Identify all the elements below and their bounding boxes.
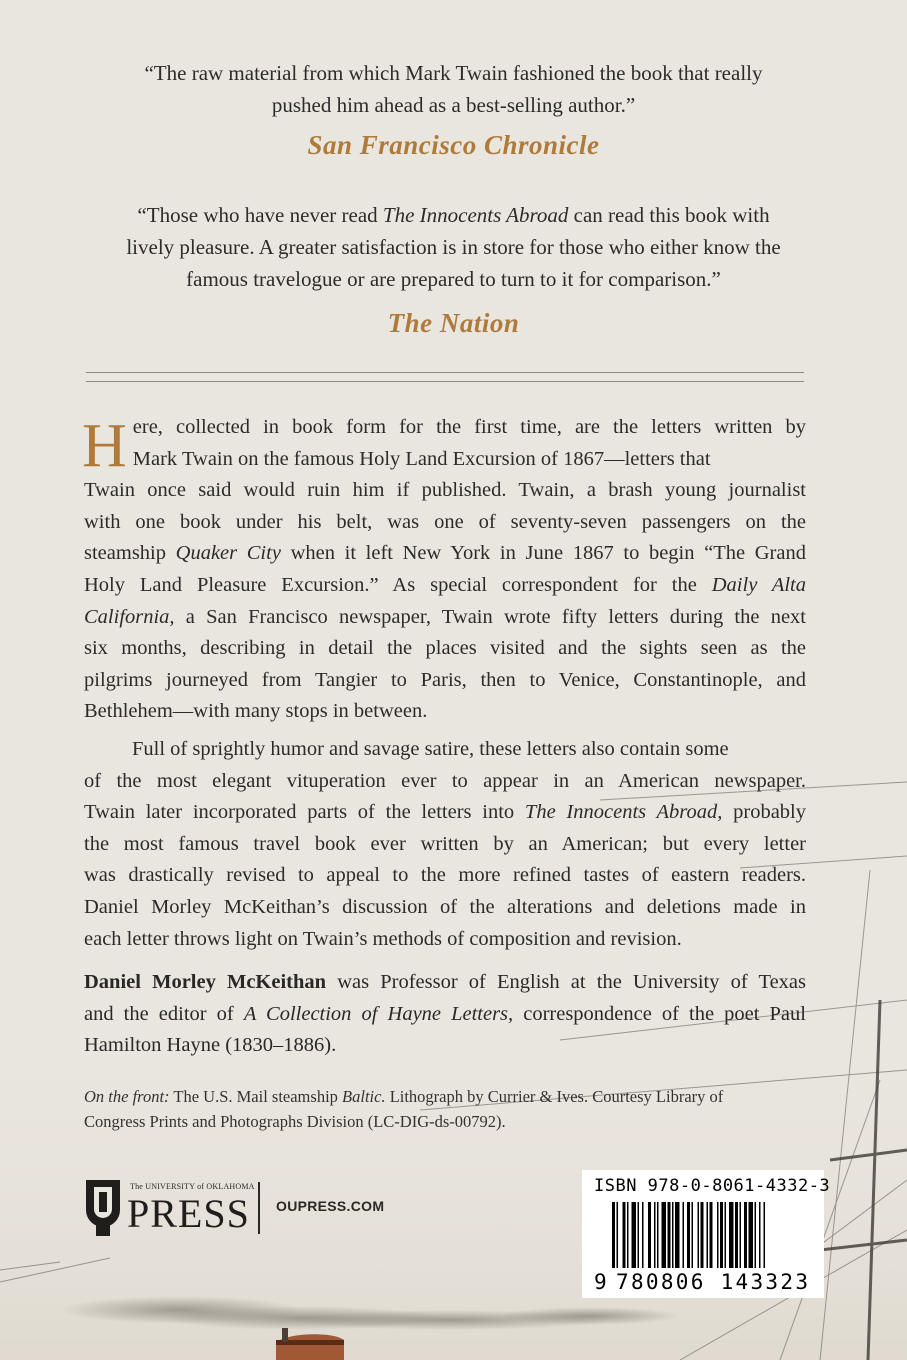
description-line: Twain once said would ruin him if published. Twain, a brash young journalist: [84, 479, 806, 502]
quote-source-2: The Nation: [387, 308, 520, 338]
description-paragraph-1: [84, 412, 806, 728]
barcode-bars: [612, 1202, 812, 1268]
quote-text: can read this book with: [568, 203, 770, 227]
book-description: [84, 412, 806, 955]
text: steamship: [84, 542, 176, 565]
quote-line: pushed him ahead as a best-selling author.”: [271, 93, 636, 117]
description-line: Full of sprightly humor and savage satire, these letters also contain some: [132, 737, 729, 760]
publisher-press-wordmark: PRESS: [127, 1191, 250, 1236]
description-line: was drastically revised to appeal to the more refined tastes of eastern readers.: [84, 864, 806, 887]
credit-line: [84, 1085, 784, 1110]
review-quote-2: [80, 199, 827, 295]
quote-book-title: The Innocents Abroad: [382, 203, 569, 227]
newspaper-name: California,: [84, 605, 175, 628]
description-line: [84, 570, 806, 602]
description-line: six months, describing in detail the places visited and the sights seen as the: [84, 637, 806, 660]
newspaper-name: Daily Alta: [711, 573, 806, 596]
text: was Professor of English at the University of Texas: [326, 971, 806, 993]
description-line: Bethlehem—with many stops in between.: [84, 700, 428, 723]
quote-line: “The raw material from which Mark Twain fashioned the book that really: [144, 61, 763, 85]
bio-line: [84, 999, 806, 1031]
description-line: Daniel Morley McKeithan’s discussion of the alterations and deletions made in: [84, 895, 806, 918]
credit-label: On the front:: [84, 1087, 170, 1106]
description-line: [84, 538, 806, 570]
text: when it left New York in June 1867 to begin “The Grand: [280, 542, 806, 565]
drop-cap: H: [82, 412, 127, 480]
text: a San Francisco newspaper, Twain wrote fifty letters during the next: [174, 605, 806, 628]
section-divider: [86, 372, 804, 382]
publisher-website: OUPRESS.COM: [276, 1198, 385, 1214]
barcode-digits: 780806 143323: [616, 1270, 811, 1294]
quote-line: [80, 199, 827, 231]
barcode-first-digit: 9: [594, 1270, 607, 1294]
ship-name: Baltic.: [342, 1087, 386, 1106]
author-bio: [84, 967, 806, 1062]
cover-image-credit: [84, 1085, 784, 1134]
text: Twain later incorporated parts of the letters into: [84, 801, 525, 824]
text: The U.S. Mail steamship: [169, 1087, 343, 1106]
bio-line: Hamilton Hayne (1830–1886).: [84, 1034, 337, 1057]
description-line: of the most elegant vituperation ever to appear in an American newspaper.: [84, 769, 806, 792]
text: correspondence of the poet Paul: [513, 1002, 806, 1025]
publisher-university-name: The UNIVERSITY of OKLAHOMA: [130, 1182, 255, 1191]
description-line: ere, collected in book form for the first time, are the letters written by: [132, 416, 806, 438]
ship-name: Quaker City: [175, 542, 281, 565]
description-paragraph-2: [84, 734, 806, 955]
description-line: Mark Twain on the famous Holy Land Excursion of 1867—letters that: [132, 447, 711, 470]
text: and the editor of: [84, 1002, 244, 1025]
description-line: pilgrims journeyed from Tangier to Paris, then to Venice, Constantinople, and: [84, 668, 806, 691]
text: probably: [722, 801, 806, 824]
review-quote-1: [80, 57, 827, 121]
book-title: The Innocents Abroad,: [524, 801, 723, 824]
text: Holy Land Pleasure Excursion.” As special correspondent for the: [84, 573, 712, 596]
logo-divider: [258, 1182, 260, 1234]
quote-text: “Those who have never read: [137, 203, 383, 227]
description-line: [84, 797, 806, 829]
author-name: Daniel Morley McKeithan: [84, 971, 327, 993]
quote-source-1: San Francisco Chronicle: [307, 130, 600, 160]
bio-line: [84, 967, 806, 999]
description-line: each letter throws light on Twain’s methods of composition and revision.: [84, 927, 682, 950]
quote-line: lively pleasure. A greater satisfaction is in store for those who either know the: [126, 235, 781, 259]
isbn-number: ISBN 978-0-8061-4332-3: [594, 1176, 831, 1196]
book-title: A Collection of Hayne Letters,: [243, 1002, 514, 1025]
quote-line: famous travelogue or are prepared to turn to it for comparison.”: [186, 267, 721, 291]
description-line: with one book under his belt, was one of seventy-seven passengers on the: [84, 510, 806, 533]
description-line: [84, 602, 806, 634]
credit-line: Congress Prints and Photographs Division (LC-DIG-ds-00792).: [84, 1111, 506, 1131]
ou-monogram-icon: [82, 1178, 124, 1236]
description-line: the most famous travel book ever written by an American; but every letter: [84, 832, 806, 855]
publisher-logo: [82, 1178, 385, 1238]
text: Lithograph by Currier & Ives. Courtesy Library of: [385, 1087, 724, 1106]
isbn-barcode: [582, 1170, 831, 1298]
